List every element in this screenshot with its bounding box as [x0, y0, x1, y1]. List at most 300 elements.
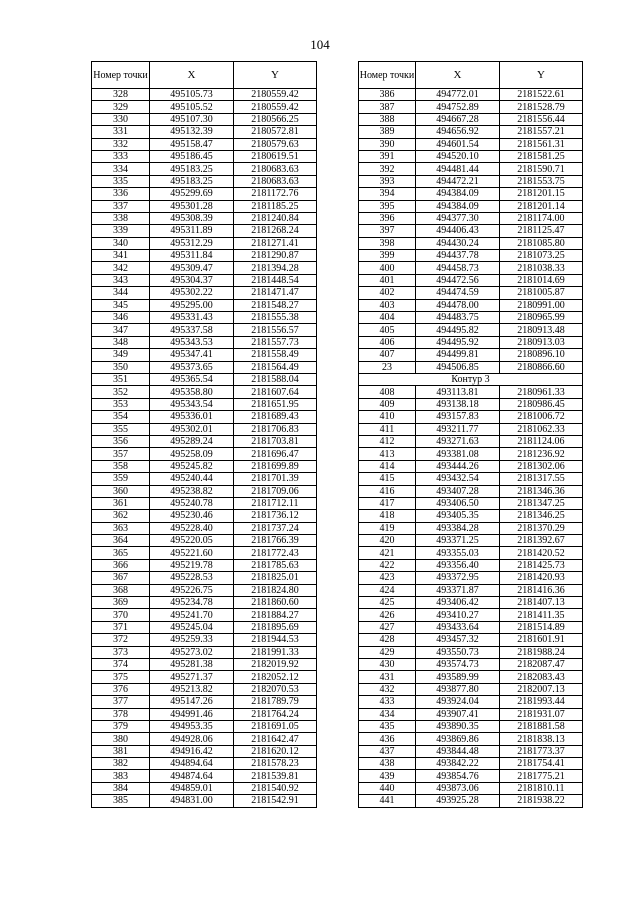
- y-cell: 2181642.47: [234, 733, 317, 745]
- table-row: [92, 212, 317, 224]
- x-cell: 495302.01: [150, 423, 234, 435]
- y-cell: 2181824.80: [234, 584, 317, 596]
- point-number-cell: 390: [359, 138, 416, 150]
- table-row: [359, 336, 583, 348]
- x-cell: 493407.28: [416, 485, 500, 497]
- x-cell: 494656.92: [416, 126, 500, 138]
- y-cell: 2181773.37: [500, 745, 583, 757]
- point-number-cell: 416: [359, 485, 416, 497]
- table-row: [359, 126, 583, 138]
- x-cell: 495365.54: [150, 373, 234, 385]
- point-number-cell: 348: [92, 336, 150, 348]
- y-cell: 2182070.53: [234, 683, 317, 695]
- table-row: [92, 262, 317, 274]
- y-cell: 2181557.73: [234, 336, 317, 348]
- point-number-cell: 426: [359, 609, 416, 621]
- x-cell: 493138.18: [416, 398, 500, 410]
- x-cell: 495343.54: [150, 398, 234, 410]
- table-row: [92, 299, 317, 311]
- point-number-cell: 370: [92, 609, 150, 621]
- point-number-cell: 360: [92, 485, 150, 497]
- point-number-cell: 358: [92, 460, 150, 472]
- point-number-cell: 386: [359, 89, 416, 101]
- x-cell: 494520.10: [416, 150, 500, 162]
- x-cell: 494991.46: [150, 708, 234, 720]
- x-cell: 493574.73: [416, 658, 500, 670]
- x-cell: 493381.08: [416, 448, 500, 460]
- table-header-row: [92, 62, 317, 89]
- y-cell: 2181271.41: [234, 237, 317, 249]
- table-row: [359, 435, 583, 447]
- table-row: [92, 373, 317, 385]
- table-row: [359, 163, 583, 175]
- table-row: [92, 200, 317, 212]
- point-number-cell: 385: [92, 795, 150, 807]
- x-cell: 493924.04: [416, 696, 500, 708]
- x-cell: 493356.40: [416, 559, 500, 571]
- point-number-cell: 431: [359, 671, 416, 683]
- table-row: [359, 225, 583, 237]
- y-cell: 2181236.92: [500, 448, 583, 460]
- table-row: [359, 448, 583, 460]
- y-cell: 2182087.47: [500, 658, 583, 670]
- table-row: [92, 720, 317, 732]
- table-row: [359, 423, 583, 435]
- point-number-cell: 428: [359, 634, 416, 646]
- table-row: [92, 745, 317, 757]
- y-cell: 2181347.25: [500, 497, 583, 509]
- table-row: [92, 398, 317, 410]
- point-number-cell: 423: [359, 572, 416, 584]
- point-number-cell: 362: [92, 510, 150, 522]
- x-cell: 494430.24: [416, 237, 500, 249]
- x-cell: 495228.40: [150, 522, 234, 534]
- point-number-cell: 413: [359, 448, 416, 460]
- y-cell: 2181558.49: [234, 349, 317, 361]
- point-number-cell: 440: [359, 782, 416, 794]
- point-number-cell: 374: [92, 658, 150, 670]
- x-cell: 494752.89: [416, 101, 500, 113]
- x-cell: 495147.26: [150, 696, 234, 708]
- x-cell: 494377.30: [416, 212, 500, 224]
- table-row: [92, 609, 317, 621]
- x-cell: 495234.78: [150, 597, 234, 609]
- x-cell: 493457.32: [416, 634, 500, 646]
- x-cell: 495337.58: [150, 324, 234, 336]
- point-number-cell: 352: [92, 386, 150, 398]
- x-cell: 495302.22: [150, 287, 234, 299]
- y-cell: 2181006.72: [500, 411, 583, 423]
- x-cell: 495312.29: [150, 237, 234, 249]
- table-row: [359, 795, 583, 807]
- y-cell: 2182019.92: [234, 658, 317, 670]
- point-number-cell: 419: [359, 522, 416, 534]
- table-row: [92, 287, 317, 299]
- point-number-cell: 345: [92, 299, 150, 311]
- point-number-cell: 346: [92, 312, 150, 324]
- point-number-cell: 441: [359, 795, 416, 807]
- x-cell: 493844.48: [416, 745, 500, 757]
- point-number-cell: 365: [92, 547, 150, 559]
- y-cell: 2181620.12: [234, 745, 317, 757]
- table-row: [92, 225, 317, 237]
- point-number-cell: 357: [92, 448, 150, 460]
- y-cell: 2181528.79: [500, 101, 583, 113]
- table-row: [92, 435, 317, 447]
- x-cell: 495358.80: [150, 386, 234, 398]
- x-cell: 493371.87: [416, 584, 500, 596]
- y-cell: 2181581.25: [500, 150, 583, 162]
- x-cell: 495331.43: [150, 312, 234, 324]
- x-cell: 495132.39: [150, 126, 234, 138]
- y-cell: 2180986.45: [500, 398, 583, 410]
- y-cell: 2181607.64: [234, 386, 317, 398]
- point-number-cell: 364: [92, 535, 150, 547]
- y-cell: 2181471.47: [234, 287, 317, 299]
- table-row: [359, 460, 583, 472]
- y-cell: 2182007.13: [500, 683, 583, 695]
- x-cell: 495240.78: [150, 497, 234, 509]
- point-number-cell: 403: [359, 299, 416, 311]
- y-cell: 2181411.35: [500, 609, 583, 621]
- x-cell: 493444.26: [416, 460, 500, 472]
- x-cell: 493406.42: [416, 597, 500, 609]
- table-row: [359, 200, 583, 212]
- point-number-cell: 328: [92, 89, 150, 101]
- table-row: [359, 324, 583, 336]
- y-cell: 2181290.87: [234, 250, 317, 262]
- point-number-cell: 421: [359, 547, 416, 559]
- point-number-cell: 369: [92, 597, 150, 609]
- table-row: [359, 683, 583, 695]
- point-number-cell: 361: [92, 497, 150, 509]
- table-row: [92, 386, 317, 398]
- table-row: [359, 138, 583, 150]
- table-row: [92, 89, 317, 101]
- y-cell: 2181701.39: [234, 473, 317, 485]
- table-row: [359, 584, 583, 596]
- point-number-cell: 409: [359, 398, 416, 410]
- x-cell: 494472.21: [416, 175, 500, 187]
- y-cell: 2181789.79: [234, 696, 317, 708]
- table-row: [92, 522, 317, 534]
- table-row: [92, 559, 317, 571]
- table-row: [359, 113, 583, 125]
- header-y: Y: [500, 62, 583, 89]
- point-number-cell: 350: [92, 361, 150, 373]
- y-cell: 2181691.05: [234, 720, 317, 732]
- point-number-cell: 354: [92, 411, 150, 423]
- y-cell: 2181172.76: [234, 188, 317, 200]
- table-row: [359, 287, 583, 299]
- x-cell: 494437.78: [416, 250, 500, 262]
- point-number-cell: 410: [359, 411, 416, 423]
- point-number-cell: 331: [92, 126, 150, 138]
- x-cell: 495183.25: [150, 175, 234, 187]
- y-cell: 2181895.69: [234, 621, 317, 633]
- y-cell: 2181689.43: [234, 411, 317, 423]
- y-cell: 2181392.67: [500, 535, 583, 547]
- point-number-cell: 438: [359, 758, 416, 770]
- x-cell: 493410.27: [416, 609, 500, 621]
- x-cell: 494953.35: [150, 720, 234, 732]
- x-cell: 494506.85: [416, 361, 500, 373]
- point-number-cell: 363: [92, 522, 150, 534]
- y-cell: 2180991.00: [500, 299, 583, 311]
- table-row: [92, 621, 317, 633]
- y-cell: 2181651.95: [234, 398, 317, 410]
- table-row: [92, 758, 317, 770]
- table-row: [359, 597, 583, 609]
- point-number-cell: 412: [359, 435, 416, 447]
- table-row: [92, 696, 317, 708]
- y-cell: 2181588.04: [234, 373, 317, 385]
- x-cell: 495213.82: [150, 683, 234, 695]
- x-cell: 493157.83: [416, 411, 500, 423]
- table-row: [92, 150, 317, 162]
- y-cell: 2181764.24: [234, 708, 317, 720]
- table-row: [92, 658, 317, 670]
- x-cell: 495219.78: [150, 559, 234, 571]
- y-cell: 2181881.58: [500, 720, 583, 732]
- x-cell: 495240.44: [150, 473, 234, 485]
- x-cell: 494474.59: [416, 287, 500, 299]
- x-cell: 495311.89: [150, 225, 234, 237]
- x-cell: 495105.73: [150, 89, 234, 101]
- x-cell: 495309.47: [150, 262, 234, 274]
- x-cell: 493406.50: [416, 497, 500, 509]
- table-row: [359, 101, 583, 113]
- table-row: [359, 770, 583, 782]
- table-row: [359, 497, 583, 509]
- point-number-cell: 372: [92, 634, 150, 646]
- table-row: [359, 386, 583, 398]
- y-cell: 2180619.51: [234, 150, 317, 162]
- x-cell: 493907.41: [416, 708, 500, 720]
- y-cell: 2181590.71: [500, 163, 583, 175]
- y-cell: 2180559.42: [234, 89, 317, 101]
- y-cell: 2181938.22: [500, 795, 583, 807]
- point-number-cell: 368: [92, 584, 150, 596]
- x-cell: 495107.30: [150, 113, 234, 125]
- point-number-cell: 392: [359, 163, 416, 175]
- y-cell: 2181557.21: [500, 126, 583, 138]
- table-row: [92, 312, 317, 324]
- contour-section: [359, 373, 583, 385]
- point-number-cell: 356: [92, 435, 150, 447]
- table-row: [359, 250, 583, 262]
- header-x: X: [416, 62, 500, 89]
- y-cell: 2181810.11: [500, 782, 583, 794]
- table-row: [359, 547, 583, 559]
- y-cell: 2181772.43: [234, 547, 317, 559]
- y-cell: 2180566.25: [234, 113, 317, 125]
- y-cell: 2181416.36: [500, 584, 583, 596]
- header-y: Y: [234, 62, 317, 89]
- point-number-cell: 394: [359, 188, 416, 200]
- point-number-cell: 338: [92, 212, 150, 224]
- x-cell: 495220.05: [150, 535, 234, 547]
- point-number-cell: 397: [359, 225, 416, 237]
- y-cell: 2181564.49: [234, 361, 317, 373]
- x-cell: 495258.09: [150, 448, 234, 460]
- table-row: [92, 188, 317, 200]
- y-cell: 2181703.81: [234, 435, 317, 447]
- point-number-cell: 401: [359, 274, 416, 286]
- point-number-cell: 407: [359, 349, 416, 361]
- x-cell: 493211.77: [416, 423, 500, 435]
- point-number-cell: 439: [359, 770, 416, 782]
- x-cell: 493854.76: [416, 770, 500, 782]
- table-row: [92, 175, 317, 187]
- point-number-cell: 429: [359, 646, 416, 658]
- table-row: [92, 795, 317, 807]
- x-cell: 493890.35: [416, 720, 500, 732]
- table-row: [92, 473, 317, 485]
- y-cell: 2180913.48: [500, 324, 583, 336]
- x-cell: 494499.81: [416, 349, 500, 361]
- point-number-cell: 371: [92, 621, 150, 633]
- page-number: 104: [310, 37, 330, 52]
- y-cell: 2180913.03: [500, 336, 583, 348]
- contour-row: [359, 373, 583, 385]
- x-cell: 494831.00: [150, 795, 234, 807]
- point-number-cell: 391: [359, 150, 416, 162]
- y-cell: 2181736.12: [234, 510, 317, 522]
- table-row: [92, 634, 317, 646]
- x-cell: 494495.82: [416, 324, 500, 336]
- table-row: [92, 336, 317, 348]
- table-row: [92, 101, 317, 113]
- x-cell: 494483.75: [416, 312, 500, 324]
- table-row: [92, 460, 317, 472]
- y-cell: 2181370.29: [500, 522, 583, 534]
- y-cell: 2181555.38: [234, 312, 317, 324]
- y-cell: 2181838.13: [500, 733, 583, 745]
- y-cell: 2181542.91: [234, 795, 317, 807]
- table-row: [359, 745, 583, 757]
- point-number-cell: 329: [92, 101, 150, 113]
- point-number-cell: 355: [92, 423, 150, 435]
- x-cell: 494384.09: [416, 200, 500, 212]
- y-cell: 2181556.44: [500, 113, 583, 125]
- y-cell: 2180559.42: [234, 101, 317, 113]
- y-cell: 2181884.27: [234, 609, 317, 621]
- x-cell: 493384.28: [416, 522, 500, 534]
- x-cell: 494458.73: [416, 262, 500, 274]
- x-cell: 493925.28: [416, 795, 500, 807]
- table-row: [92, 113, 317, 125]
- header-x: X: [150, 62, 234, 89]
- point-number-cell: 384: [92, 782, 150, 794]
- x-cell: 493371.25: [416, 535, 500, 547]
- table-row: [359, 510, 583, 522]
- point-number-cell: 366: [92, 559, 150, 571]
- point-number-cell: 376: [92, 683, 150, 695]
- point-number-cell: 417: [359, 497, 416, 509]
- y-cell: 2181775.21: [500, 770, 583, 782]
- table-row: [359, 559, 583, 571]
- x-cell: 495311.84: [150, 250, 234, 262]
- y-cell: 2181085.80: [500, 237, 583, 249]
- point-number-cell: 359: [92, 473, 150, 485]
- y-cell: 2180683.63: [234, 163, 317, 175]
- x-cell: 493433.64: [416, 621, 500, 633]
- point-number-cell: 418: [359, 510, 416, 522]
- x-cell: 495230.46: [150, 510, 234, 522]
- x-cell: 495347.41: [150, 349, 234, 361]
- y-cell: 2181394.28: [234, 262, 317, 274]
- point-number-cell: 23: [359, 361, 416, 373]
- x-cell: 493271.63: [416, 435, 500, 447]
- table-row: [92, 349, 317, 361]
- x-cell: 494481.44: [416, 163, 500, 175]
- table-row: [92, 708, 317, 720]
- x-cell: 494472.56: [416, 274, 500, 286]
- point-number-cell: 437: [359, 745, 416, 757]
- y-cell: 2180961.33: [500, 386, 583, 398]
- y-cell: 2181346.25: [500, 510, 583, 522]
- point-number-cell: 395: [359, 200, 416, 212]
- x-cell: 495295.00: [150, 299, 234, 311]
- table-row: [359, 696, 583, 708]
- y-cell: 2181240.84: [234, 212, 317, 224]
- y-cell: 2181302.06: [500, 460, 583, 472]
- x-cell: 493355.03: [416, 547, 500, 559]
- table-row: [359, 782, 583, 794]
- x-cell: 493842.22: [416, 758, 500, 770]
- point-number-cell: 343: [92, 274, 150, 286]
- y-cell: 2181420.52: [500, 547, 583, 559]
- point-number-cell: 400: [359, 262, 416, 274]
- x-cell: 493877.80: [416, 683, 500, 695]
- table-row: [359, 609, 583, 621]
- table-row: [92, 485, 317, 497]
- y-cell: 2181539.81: [234, 770, 317, 782]
- x-cell: 495105.52: [150, 101, 234, 113]
- x-cell: 495259.33: [150, 634, 234, 646]
- point-number-cell: 349: [92, 349, 150, 361]
- header-point-number: Номер точки: [92, 62, 150, 89]
- point-number-cell: 353: [92, 398, 150, 410]
- point-number-cell: 334: [92, 163, 150, 175]
- point-number-cell: 332: [92, 138, 150, 150]
- point-number-cell: 434: [359, 708, 416, 720]
- point-number-cell: 373: [92, 646, 150, 658]
- x-cell: 495299.69: [150, 188, 234, 200]
- left-table-body: [92, 89, 317, 808]
- x-cell: 495245.04: [150, 621, 234, 633]
- y-cell: 2182083.43: [500, 671, 583, 683]
- point-number-cell: 367: [92, 572, 150, 584]
- x-cell: 493873.06: [416, 782, 500, 794]
- y-cell: 2181407.13: [500, 597, 583, 609]
- coordinates-table-right: [358, 61, 583, 808]
- table-row: [359, 299, 583, 311]
- point-number-cell: 404: [359, 312, 416, 324]
- y-cell: 2181696.47: [234, 448, 317, 460]
- y-cell: 2181425.73: [500, 559, 583, 571]
- x-cell: 495241.70: [150, 609, 234, 621]
- table-row: [359, 708, 583, 720]
- table-row: [359, 274, 583, 286]
- point-number-cell: 402: [359, 287, 416, 299]
- point-number-cell: 379: [92, 720, 150, 732]
- y-cell: 2181556.57: [234, 324, 317, 336]
- table-row: [359, 212, 583, 224]
- point-number-cell: 344: [92, 287, 150, 299]
- table-row: [92, 572, 317, 584]
